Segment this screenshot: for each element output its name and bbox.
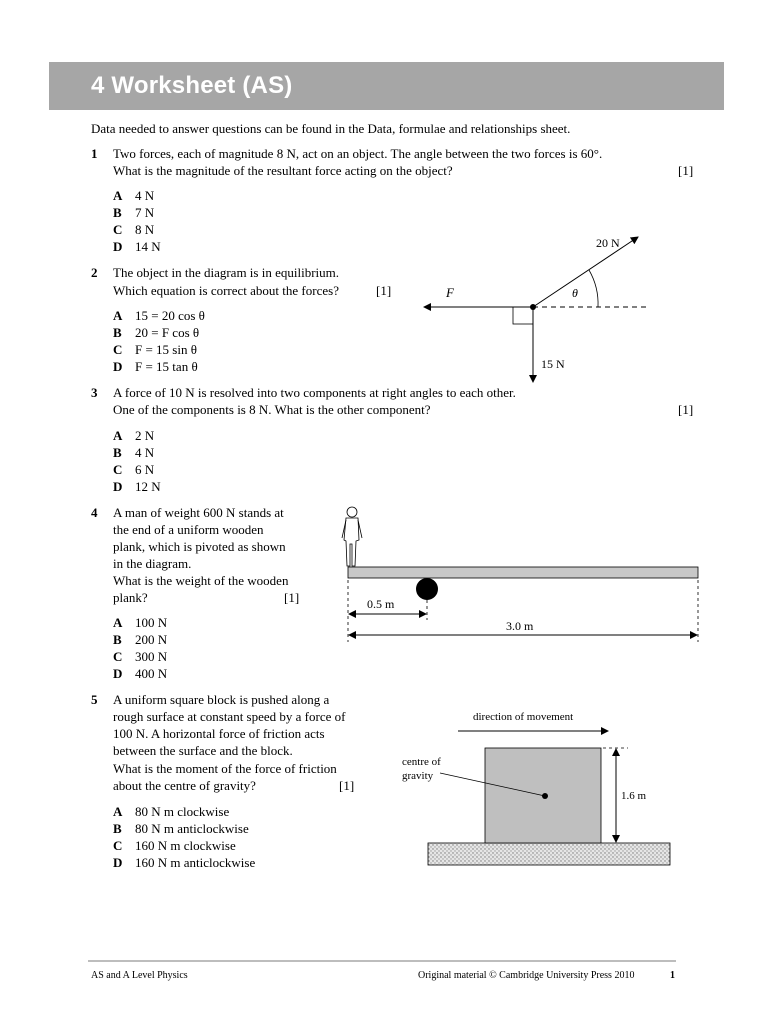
question-text: about the centre of gravity? bbox=[113, 778, 256, 793]
label-1-6m: 1.6 m bbox=[621, 790, 647, 802]
question-text: 100 N. A horizontal force of friction acts bbox=[113, 726, 325, 741]
question-text: What is the weight of the wooden bbox=[113, 573, 289, 588]
label-20n: 20 N bbox=[596, 236, 620, 250]
label-15n: 15 N bbox=[541, 357, 565, 371]
option-d: D 14 N bbox=[113, 239, 161, 254]
option-a: A 80 N m clockwise bbox=[113, 804, 230, 819]
option-d: D 160 N m anticlockwise bbox=[113, 855, 256, 870]
intro-text: Data needed to answer questions can be found in the Data, formulae and relationships sheet. bbox=[91, 121, 571, 136]
label-theta: θ bbox=[572, 286, 578, 300]
question-number: 4 bbox=[91, 505, 98, 520]
question-text: between the surface and the block. bbox=[113, 743, 293, 758]
option-c: C 8 N bbox=[113, 222, 155, 237]
option-c: C 6 N bbox=[113, 462, 155, 477]
option-c: C 160 N m clockwise bbox=[113, 838, 236, 853]
question-text: Which equation is correct about the forces? bbox=[113, 283, 339, 298]
question-text: plank? bbox=[113, 590, 148, 605]
option-b: B 80 N m anticlockwise bbox=[113, 821, 249, 836]
ground-surface bbox=[428, 843, 670, 865]
footer-left: AS and A Level Physics bbox=[91, 970, 188, 981]
footer-rule bbox=[88, 960, 676, 962]
option-a: A 4 N bbox=[113, 188, 155, 203]
option-b: B 20 = F cos θ bbox=[113, 325, 200, 340]
option-b: B 4 N bbox=[113, 445, 155, 460]
question-number: 5 bbox=[91, 692, 98, 707]
question-text: A man of weight 600 N stands at bbox=[113, 505, 284, 520]
question-mark: [1] bbox=[284, 590, 300, 605]
option-a: A 2 N bbox=[113, 428, 155, 443]
question-text: in the diagram. bbox=[113, 556, 192, 571]
question-mark: [1] bbox=[678, 402, 694, 417]
question-text: the end of a uniform wooden bbox=[113, 522, 264, 537]
option-c: C 300 N bbox=[113, 649, 168, 664]
question-number: 2 bbox=[91, 265, 98, 280]
label-direction-of-movement: direction of movement bbox=[473, 711, 574, 723]
label-3-0m: 3.0 m bbox=[506, 619, 534, 633]
question-text: plank, which is pivoted as shown bbox=[113, 539, 286, 554]
question-number: 3 bbox=[91, 385, 98, 400]
footer-copyright: Original material © Cambridge University Press 2010 bbox=[418, 970, 635, 981]
label-centre-of: centre of bbox=[402, 756, 441, 768]
option-a: A 15 = 20 cos θ bbox=[113, 308, 205, 323]
question-text: What is the moment of the force of friction bbox=[113, 761, 337, 776]
page-number: 1 bbox=[670, 970, 675, 981]
option-d: D 400 N bbox=[113, 666, 168, 681]
option-a: A 100 N bbox=[113, 615, 168, 630]
option-d: D 12 N bbox=[113, 479, 161, 494]
question-number: 1 bbox=[91, 146, 98, 161]
option-c: C F = 15 sin θ bbox=[113, 342, 197, 357]
question-mark: [1] bbox=[376, 283, 392, 298]
question-text: The object in the diagram is in equilibrium. bbox=[113, 265, 340, 280]
question-text: A uniform square block is pushed along a bbox=[113, 692, 330, 707]
option-b: B 7 N bbox=[113, 205, 155, 220]
option-d: D F = 15 tan θ bbox=[113, 359, 198, 374]
option-b: B 200 N bbox=[113, 632, 168, 647]
question-text: What is the magnitude of the resultant force acting on the object? bbox=[113, 163, 453, 178]
question-text: Two forces, each of magnitude 8 N, act on an object. The angle between the two forces is 60°. bbox=[113, 146, 603, 161]
question-text: One of the components is 8 N. What is the other component? bbox=[113, 402, 431, 417]
question-mark: [1] bbox=[678, 163, 694, 178]
page-title: 4 Worksheet (AS) bbox=[91, 72, 293, 99]
label-gravity: gravity bbox=[402, 770, 434, 782]
label-0-5m: 0.5 m bbox=[367, 597, 395, 611]
label-f: F bbox=[446, 285, 454, 300]
question-mark: [1] bbox=[339, 778, 355, 793]
question-text: A force of 10 N is resolved into two components at right angles to each other. bbox=[113, 385, 516, 400]
question-text: rough surface at constant speed by a force of bbox=[113, 709, 346, 724]
